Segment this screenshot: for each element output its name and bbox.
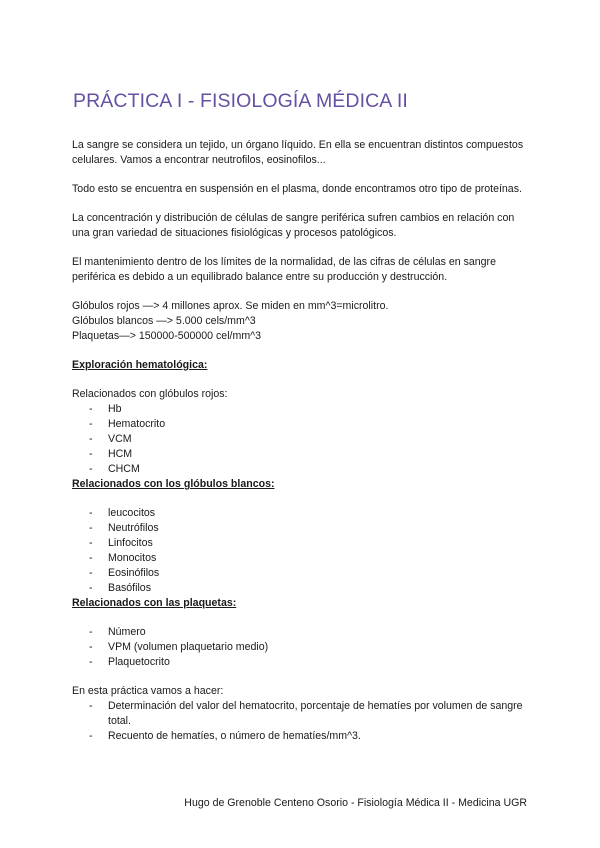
red-cells-list <box>72 402 532 477</box>
list-item: - Hematocrito <box>72 417 532 432</box>
red-cells-intro: Relacionados con glóbulos rojos: <box>72 388 228 400</box>
list-item: - Basófilos <box>72 581 532 596</box>
list-item: - leucocitos <box>72 506 532 521</box>
list-item: - VPM (volumen plaquetario medio) <box>72 640 532 655</box>
page-title: PRÁCTICA I - FISIOLOGÍA MÉDICA II <box>73 90 408 112</box>
list-item: - Determinación del valor del hematocrito, porcentaje de hematíes por volumen de sangre total. <box>72 699 532 729</box>
count-red-cells: Glóbulos rojos —> 4 millones aprox. Se miden en mm^3=microlitro. <box>72 300 389 312</box>
section-heading-white-cells: Relacionados con los glóbulos blancos: <box>72 478 275 490</box>
list-item: - VCM <box>72 432 532 447</box>
practice-list <box>72 699 532 744</box>
list-item: - Monocitos <box>72 551 532 566</box>
count-white-cells: Glóbulos blancos —> 5.000 cels/mm^3 <box>72 315 256 327</box>
document-body <box>72 138 532 744</box>
count-platelets: Plaquetas—> 150000-500000 cel/mm^3 <box>72 330 262 342</box>
section-heading-platelets: Relacionados con las plaquetas: <box>72 597 237 609</box>
list-item: - HCM <box>72 447 532 462</box>
list-item: - Neutrófilos <box>72 521 532 536</box>
paragraph-distribution: La concentración y distribución de células de sangre periférica sufren cambios en relación con una gran variedad de situaciones fisiológicas y procesos patológicos. <box>72 212 515 239</box>
list-item: - Linfocitos <box>72 536 532 551</box>
platelets-list <box>72 625 532 670</box>
paragraph-balance: El mantenimiento dentro de los límites de la normalidad, de las cifras de células en sangre periférica es debido a un equilibrado balance entre su producción y destrucción. <box>72 256 496 283</box>
list-item: - Plaquetocrito <box>72 655 532 670</box>
list-item: - Número <box>72 625 532 640</box>
page-footer: Hugo de Grenoble Centeno Osorio - Fisiología Médica II - Medicina UGR <box>184 797 527 809</box>
list-item: - Eosinófilos <box>72 566 532 581</box>
list-item: - CHCM <box>72 462 532 477</box>
practice-intro: En esta práctica vamos a hacer: <box>72 685 224 697</box>
list-item: - Recuento de hematíes, o número de hematíes/mm^3. <box>72 729 532 744</box>
section-heading-exploration: Exploración hematológica: <box>72 359 208 371</box>
list-item: - Hb <box>72 402 532 417</box>
paragraph-plasma: Todo esto se encuentra en suspensión en el plasma, donde encontramos otro tipo de proteínas. <box>72 183 522 195</box>
paragraph-blood-intro: La sangre se considera un tejido, un órgano líquido. En ella se encuentran distintos compuestos celulares. Vamos a encontrar neutrofilos, eosinofilos... <box>72 139 524 166</box>
white-cells-list <box>72 506 532 596</box>
